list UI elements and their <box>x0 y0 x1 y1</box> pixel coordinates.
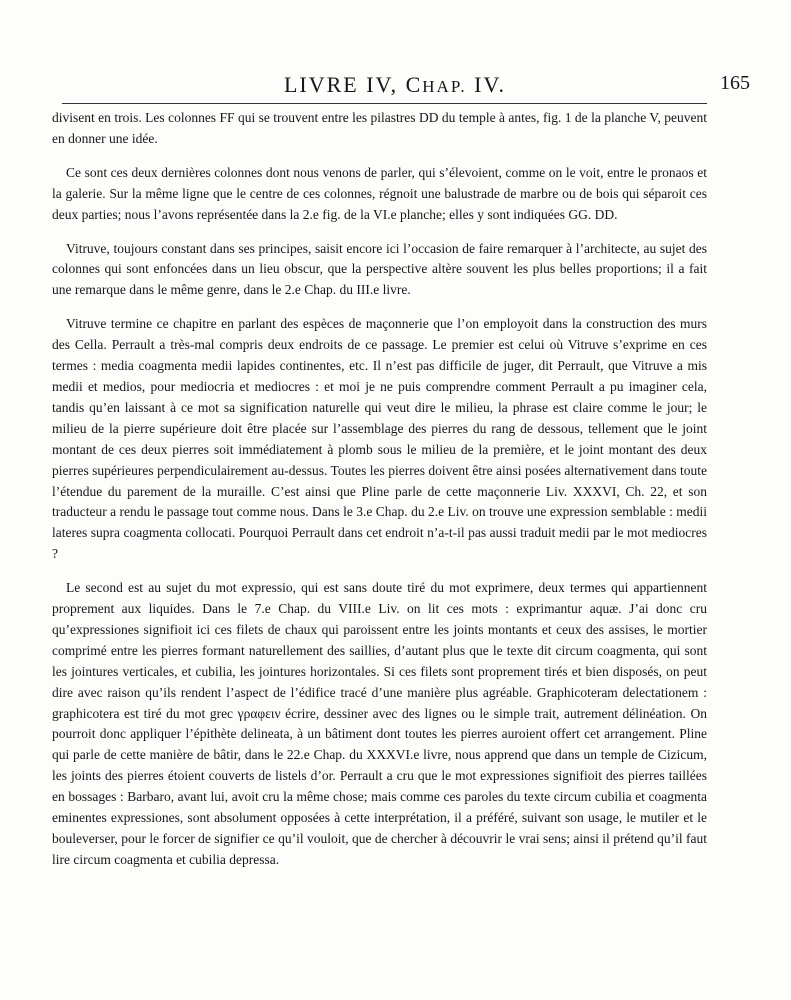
text-body <box>52 108 707 884</box>
paragraph-continued: divisent en trois. Les colonnes FF qui se trouvent entre les pilastres DD du temple à antes, fig. 1 de la planche V, peuvent en donner une idée. <box>52 110 707 146</box>
paragraph: Vitruve, toujours constant dans ses principes, saisit encore ici l’occasion de faire remarquer à l’architecte, au sujet des colonnes qui sont enfoncées dans un lieu obscur, que la perspective altère souvent les plus belles proportions; il a fait une remarque dans le même genre, dans le 2.e Chap. du III.e livre. <box>52 240 707 298</box>
running-title: LIVRE IV, CHAP. IV. <box>283 72 507 97</box>
page-number: 165 <box>720 72 750 94</box>
paragraph: Ce sont ces deux dernières colonnes dont nous venons de parler, qui s’élevoient, comme on le voit, entre le pronaos et la galerie. Sur la même ligne que le centre de ces colonnes, régnoit une balustrade de marbre ou de bois qui séparoit ces deux parties; nous l’avons représentée dans la 2.e fig. de la VI.e planche; elles y sont indiquées GG. DD. <box>52 164 707 222</box>
running-header <box>40 72 750 102</box>
paragraph: Vitruve termine ce chapitre en parlant des espèces de maçonnerie que l’on employoit dans la construction des murs des Cella. Perrault a très-mal compris deux endroits de ce passage. Le premier est celui où Vitruve s’exprime en ces termes : media coagmenta medii lapides continentes, etc. Il n’est pas difficile de juger, dit Perrault, que Vitruve a mis medii et medios, pour mediocria et mediocres : et moi je ne puis comprendre comment Perrault a pu imaginer cela, tandis qu’en laissant à ce mot sa signification naturelle qui veut dire le milieu, la phrase est claire comme le jour; le milieu de la pierre supérieure doit être placée sur l’assemblage des pierres du rang de dessous, tellement que le joint montant de ces deux pierres soit immédiatement à plomb sous le milieu de la première, et le joint montant des deux pierres supérieures perpendiculairement au-dessus. Toutes les pierres doivent être ainsi posées alternativement dans toute l’étendue du parement de la muraille. C’est ainsi que Pline parle de cette maçonnerie Liv. XXXVI, Ch. 22, et son traducteur a rendu le passage tout comme nous. Dans le 3.e Chap. du 2.e Liv. on trouve une expression semblable : medii lateres supra coagmenta collocati. Pourquoi Perrault dans cet endroit n’a-t-il pas aussi traduit medii par le mot mediocres ? <box>52 316 707 562</box>
paragraph: Le second est au sujet du mot expressio, qui est sans doute tiré du mot exprimere, deux termes qui appartiennent proprement aux liquides. Dans le 7.e Chap. du VIII.e Liv. on lit ces mots : exprimantur aquæ. J’ai donc cru qu’expressiones signifioit ici ces filets de chaux qui paroissent entre les joints montants et ceux des assises, le mortier comprimé entre les pierres formant naturellement des saillies, d’autant plus que le texte dit circum coagmenta, qui sont les jointures verticales, et cubilia, les jointures horizontales. Si ces filets sont proprement tirés et bien disposés, on peut dire avec raison qu’ils rendent l’aspect de l’édifice tracé d’une manière plus agréable. Graphicoteram delectationem : graphicotera est tiré du mot grec γραφειν écrire, dessiner avec des lignes ou le simple trait, autrement délinéation. On pourroit donc appliquer l’épithète delineata, à un bâtiment dont toutes les pierres auroient offert cet arrangement. Pline qui parle de cette manière de bâtir, dans le 22.e Chap. du XXXVI.e livre, nous apprend que dans un temple de Cizicum, les joints des pierres étoient couverts de listels d’or. Perrault a cru que le mot expressiones signifioit des pierres taillées en bossages : Barbaro, avant lui, avoit cru la même chose; mais comme ces paroles du texte circum cubilia et coagmenta eminentes expressiones, sont absolument opposées à cette interprétation, il a préféré, suivant son usage, le mutiler et le bouleverser, pour le forcer de signifier ce qu’il vouloit, que de chercher à découvrir le vrai sens; ainsi il prétend qu’il faut lire circum coagmenta et cubilia depressa. <box>52 580 707 867</box>
header-rule <box>62 103 707 104</box>
